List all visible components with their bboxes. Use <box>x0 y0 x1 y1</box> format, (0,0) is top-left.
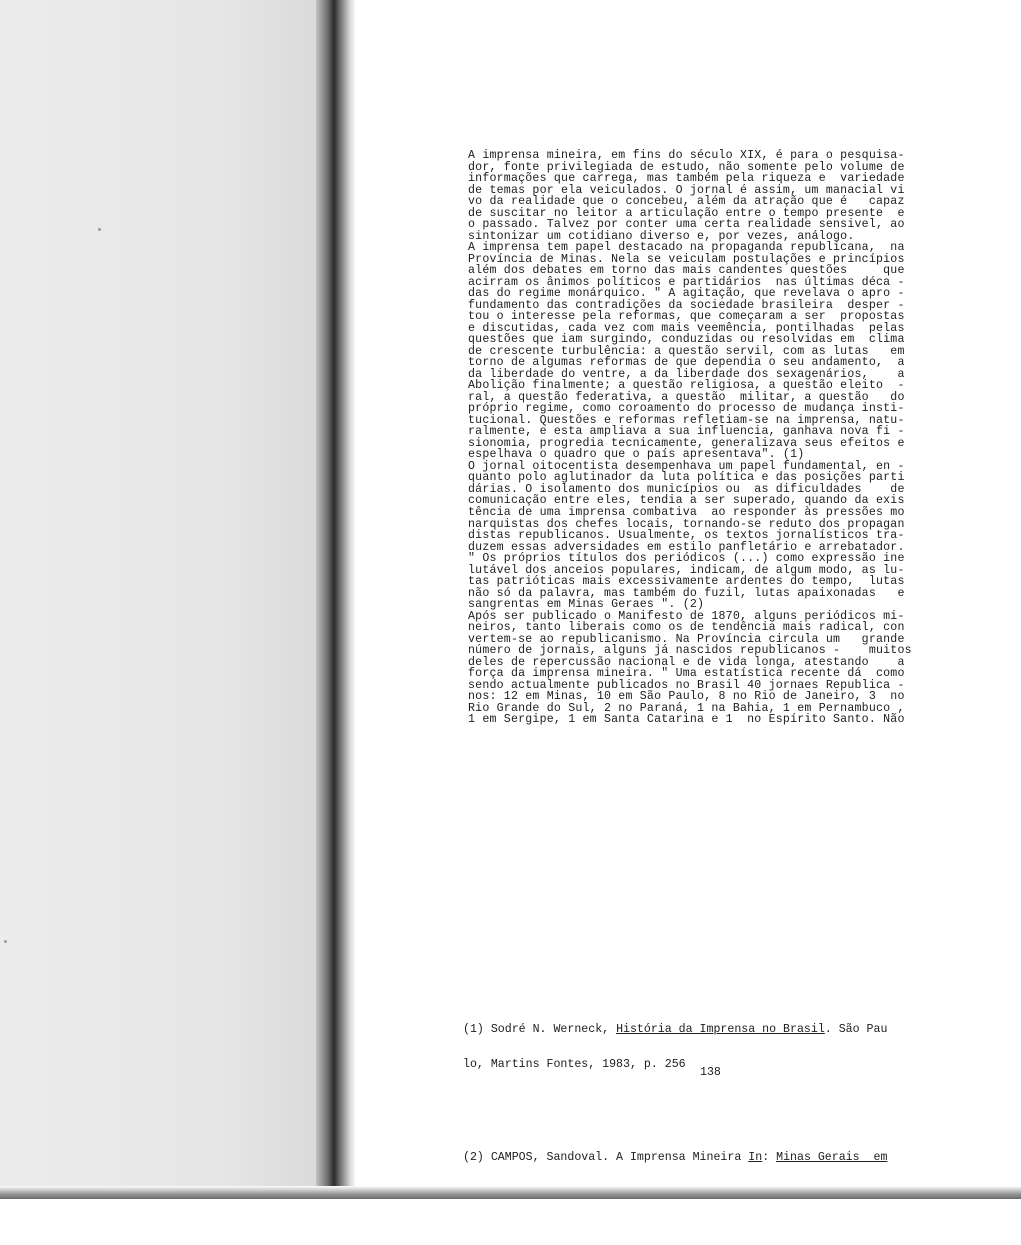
body-line: acirram os ânimos políticos e partidários nas últimas déca - <box>468 275 905 289</box>
body-line: espelhava o quadro que o país apresentava". (1) <box>468 448 805 462</box>
body-line: narquistas dos chefes locais, tornando-se reduto dos propagan <box>468 517 905 531</box>
footnotes <box>463 978 1003 1245</box>
body-line: quanto polo aglutinador da luta política e das posições parti <box>468 471 905 485</box>
left-facing-page <box>0 0 318 1199</box>
body-line: informações que carrega, mas também pela riqueza e variedade <box>468 172 905 186</box>
body-line: sintonizar um cotidiano diverso e, por vezes, análogo. <box>468 229 855 243</box>
body-line: de temas por ela veiculados. O jornal é assim, um manacial vi <box>468 183 905 197</box>
body-line: Rio Grande do Sul, 2 no Paraná, 1 na Bahia, 1 em Pernambuco , <box>468 701 905 715</box>
body-line: neiros, tanto liberais como os de tendência mais radical, con <box>468 621 905 635</box>
footnote-2 <box>463 1129 1003 1222</box>
footnote-1-line-2: lo, Martins Fontes, 1983, p. 256 <box>463 1058 686 1072</box>
footnote-2-colon: : <box>762 1151 777 1165</box>
body-line: além dos debates em torno das mais candentes questões que <box>468 264 905 278</box>
footnote-2-author: (2) CAMPOS, Sandoval. A Imprensa Mineira <box>463 1151 749 1165</box>
body-line: da liberdade do ventre, a da liberdade dos sexagenários, a <box>468 367 905 381</box>
body-line: sionomia, progredia tecnicamente, generalizava seus efeitos e <box>468 436 905 450</box>
body-line: tência de uma imprensa combativa ao responder às pressões mo <box>468 505 905 519</box>
scan-speck <box>4 940 7 943</box>
body-line: das do regime monárquico. " A agitação, que revelava o apro - <box>468 287 905 301</box>
body-line: lutável dos anceios populares, indicam, de algum modo, as lu- <box>468 563 905 577</box>
footnote-2-line-1 <box>463 1152 1003 1164</box>
body-line: dor, fonte privilegiada de estudo, não somente pelo volume de <box>468 160 905 174</box>
body-line: vertem-se ao republicanismo. Na Província circula um grande <box>468 632 905 646</box>
body-line: e discutidas, cada vez com mais veemência, pontilhadas pelas <box>468 321 905 335</box>
footnote-1-title: História da Imprensa no Brasil <box>616 1023 825 1037</box>
body-line: número de jornais, alguns já nascidos republicanos - muitos <box>468 644 912 658</box>
footnote-1-line-1 <box>463 1024 1003 1036</box>
footnote-2-title: Minas Gerais em <box>776 1151 888 1165</box>
body-line: Após ser publicado o Manifesto de 1870, alguns periódicos mi- <box>468 609 905 623</box>
body-line: Abolição finalmente; a questão religiosa, a questão eleito - <box>468 379 905 393</box>
body-line: " Os próprios títulos dos periódicos (...) como expressão ine <box>468 552 905 566</box>
body-line: duzem essas adversidades em estilo panfletário e arrebatador. <box>468 540 905 554</box>
body-line: deles de repercussão nacional e de vida longa, atestando a <box>468 655 905 669</box>
body-line: fundamento das contradições da sociedade brasileira desper - <box>468 298 905 312</box>
body-line: vo da realidade que o concebeu, além da atração que é capaz <box>468 195 905 209</box>
body-line: ral, a questão federativa, a questão militar, a questão do <box>468 390 905 404</box>
body-line: dárias. O isolamento dos municípios ou as dificuldades de <box>468 482 905 496</box>
body-line: tas patrióticas mais excessivamente ardentes do tempo, lutas <box>468 575 905 589</box>
body-line: força da imprensa mineira. " Uma estatística recente dá como <box>468 667 905 681</box>
body-line: sendo actualmente publicados no Brasil 40 jornaes Republica - <box>468 678 905 692</box>
footnote-1-author: (1) Sodré N. Werneck, <box>463 1023 617 1037</box>
body-line: nos: 12 em Minas, 10 em São Paulo, 8 no Rio de Janeiro, 3 no <box>468 690 905 704</box>
body-line: A imprensa mineira, em fins do século XIX, é para o pesquisa- <box>468 149 905 162</box>
scan-speck <box>98 228 101 231</box>
body-text <box>468 150 998 726</box>
page-bottom-edge <box>0 1186 1021 1199</box>
body-line: próprio regime, como coroamento do processo de mudança insti- <box>468 402 905 416</box>
page-number: 138 <box>700 1066 721 1079</box>
body-line: tucional. Questões e reformas refletiam-se na imprensa, natu- <box>468 413 905 427</box>
body-line: de crescente turbulência: a questão servil, com as lutas em <box>468 344 905 358</box>
body-line: tou o interesse pela reformas, que começaram a ser propostas <box>468 310 905 324</box>
body-line: não só da palavra, mas também do fuzil, lutas apaixonadas e <box>468 586 905 600</box>
body-line: Província de Minas. Nela se veiculam postulações e princípios <box>468 252 905 266</box>
footnote-1 <box>463 1001 1003 1094</box>
body-line: O jornal oitocentista desempenhava um papel fundamental, en - <box>468 459 905 473</box>
body-line: ralmente, e esta ampliava a sua influencia, ganhava nova fi - <box>468 425 905 439</box>
body-line: torno de algumas reformas de que dependia o seu andamento, a <box>468 356 905 370</box>
footnote-2-in: In <box>748 1151 763 1165</box>
body-line: o passado. Talvez por conter uma certa realidade sensivel, ao <box>468 218 905 232</box>
book-gutter <box>316 0 356 1199</box>
body-line: 1 em Sergipe, 1 em Santa Catarina e 1 no Espírito Santo. Não <box>468 713 905 727</box>
body-line: de suscitar no leitor a articulação entre o tempo presente e <box>468 206 905 220</box>
body-line: comunicação entre eles, tendia a ser superado, quando da exis <box>468 494 905 508</box>
body-line: sangrentas em Minas Geraes ". (2) <box>468 598 705 612</box>
body-line: questões que iam surgindo, conduzidas ou resolvidas em clima <box>468 333 905 347</box>
body-line: A imprensa tem papel destacado na propaganda republicana, na <box>468 241 905 255</box>
footnote-1-place: . São Pau <box>824 1023 888 1037</box>
body-line: distas republicanos. Usualmente, os textos jornalísticos tra- <box>468 529 905 543</box>
